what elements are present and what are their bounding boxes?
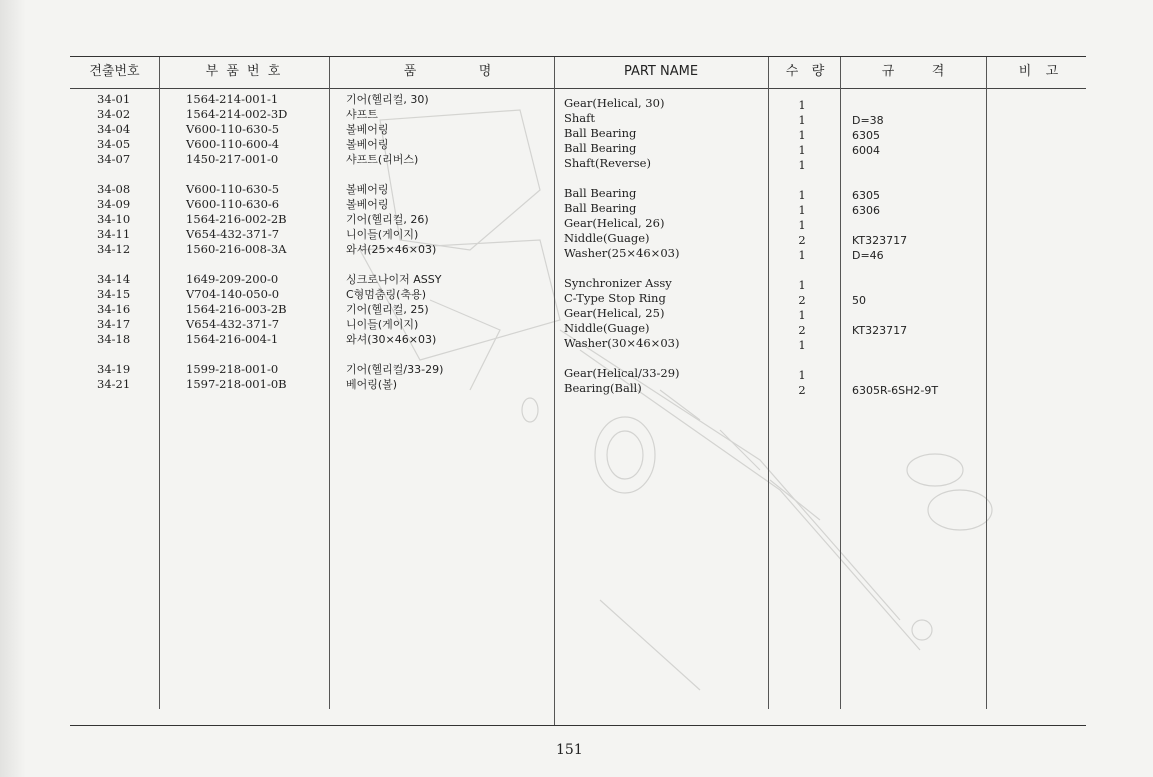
row-part-name: Washer(25×46×03)	[564, 246, 680, 260]
row-spec: 6305	[852, 129, 880, 142]
row-qty: 2	[798, 233, 806, 247]
header-part-no: 부 품 번 호	[205, 64, 283, 79]
row-part-name: Niddle(Guage)	[564, 231, 650, 245]
row-part-no: 1564-216-004-1	[186, 332, 279, 346]
row-qty: 1	[798, 218, 806, 232]
row-name-ko: 볼베어링	[346, 198, 389, 211]
row-no: 34-01	[97, 92, 131, 106]
row-spec: D=38	[852, 114, 884, 127]
header-remark-1: 비	[1018, 64, 1032, 79]
header-qty-2: 량	[811, 64, 825, 79]
row-no: 34-02	[97, 107, 131, 121]
row-name-ko: 샤프트	[346, 108, 378, 121]
row-no: 34-16	[97, 302, 131, 316]
row-spec: 6305R-6SH2-9T	[852, 384, 939, 397]
row-qty: 1	[798, 338, 806, 352]
row-no: 34-07	[97, 152, 131, 166]
row-no: 34-10	[97, 212, 131, 226]
row-name-ko: 볼베어링	[346, 183, 389, 196]
row-name-ko: 볼베어링	[346, 138, 389, 151]
row-no: 34-12	[97, 242, 131, 256]
row-no: 34-15	[97, 287, 131, 301]
row-part-name: Ball Bearing	[564, 201, 637, 215]
row-part-no: V600-110-600-4	[186, 137, 280, 151]
row-spec: 50	[852, 294, 866, 307]
row-part-no: 1599-218-001-0	[186, 362, 279, 376]
header-part-name: PART NAME	[623, 64, 699, 79]
row-qty: 2	[798, 383, 806, 397]
row-no: 34-09	[97, 197, 131, 211]
row-spec: 6305	[852, 189, 880, 202]
row-no: 34-17	[97, 317, 131, 331]
row-qty: 1	[798, 98, 806, 112]
row-qty: 1	[798, 248, 806, 262]
row-qty: 2	[798, 323, 806, 337]
row-no: 34-19	[97, 362, 131, 376]
row-qty: 1	[798, 188, 806, 202]
row-no: 34-04	[97, 122, 131, 136]
row-part-no: V600-110-630-6	[186, 197, 280, 211]
row-name-ko: 샤프트(리버스)	[346, 153, 419, 166]
row-qty: 1	[798, 368, 806, 382]
row-name-ko: 니이들(게이지)	[346, 228, 419, 241]
table-bottom-rule	[70, 725, 1086, 726]
row-no: 34-14	[97, 272, 131, 286]
row-part-name: Washer(30×46×03)	[564, 336, 680, 350]
row-part-no: 1564-216-003-2B	[186, 302, 287, 316]
row-part-no: 1560-216-008-3A	[186, 242, 287, 256]
row-part-name: Gear(Helical, 25)	[564, 306, 665, 320]
row-qty: 1	[798, 278, 806, 292]
row-name-ko: C형멈춤링(축용)	[346, 288, 427, 301]
row-spec: 6004	[852, 144, 880, 157]
header-divider	[70, 88, 1086, 89]
row-part-no: V600-110-630-5	[186, 182, 280, 196]
column-divider	[329, 57, 330, 709]
row-no: 34-18	[97, 332, 131, 346]
row-no: 34-05	[97, 137, 131, 151]
row-name-ko: 와셔(30×46×03)	[346, 333, 437, 346]
header-spec-2: 격	[931, 64, 945, 79]
column-divider	[159, 57, 160, 709]
row-name-ko: 싱크로나이저 ASSY	[346, 273, 442, 286]
row-name-ko: 기어(헬리컬, 25)	[346, 303, 429, 316]
row-qty: 1	[798, 308, 806, 322]
row-part-no: V704-140-050-0	[186, 287, 280, 301]
row-part-no: V654-432-371-7	[186, 227, 280, 241]
row-name-ko: 기어(헬리컬, 26)	[346, 213, 429, 226]
row-qty: 2	[798, 293, 806, 307]
page-number: 151	[556, 742, 583, 758]
row-part-no: 1564-214-002-3D	[186, 107, 288, 121]
row-qty: 1	[798, 128, 806, 142]
row-part-no: V654-432-371-7	[186, 317, 280, 331]
row-part-name: Gear(Helical, 30)	[564, 96, 665, 110]
row-part-name: Ball Bearing	[564, 141, 637, 155]
row-no: 34-11	[97, 227, 131, 241]
header-spec-1: 규	[881, 64, 895, 79]
header-qty-1: 수	[785, 64, 799, 79]
row-part-no: 1450-217-001-0	[186, 152, 279, 166]
row-part-name: Gear(Helical, 26)	[564, 216, 665, 230]
row-part-name: Ball Bearing	[564, 186, 637, 200]
column-divider	[768, 57, 769, 709]
row-qty: 1	[798, 203, 806, 217]
row-spec: D=46	[852, 249, 884, 262]
row-spec: KT323717	[852, 234, 908, 247]
row-name-ko: 기어(헬리컬, 30)	[346, 93, 429, 106]
row-part-name: Synchronizer Assy	[564, 276, 672, 290]
header-name-ko-1: 품	[403, 64, 417, 79]
row-part-no: 1649-209-200-0	[186, 272, 279, 286]
row-qty: 1	[798, 113, 806, 127]
parts-list-table	[70, 56, 1086, 725]
row-spec: 6306	[852, 204, 880, 217]
row-no: 34-21	[97, 377, 131, 391]
row-name-ko: 니이들(게이지)	[346, 318, 419, 331]
row-part-name: C-Type Stop Ring	[564, 291, 666, 305]
column-divider	[554, 57, 555, 725]
row-part-name: Gear(Helical/33-29)	[564, 366, 680, 380]
row-qty: 1	[798, 143, 806, 157]
header-remark-2: 고	[1045, 64, 1059, 79]
row-name-ko: 기어(헬리컬/33-29)	[346, 363, 444, 376]
row-name-ko: 베어링(볼)	[346, 378, 398, 391]
row-part-no: 1597-218-001-0B	[186, 377, 287, 391]
row-name-ko: 볼베어링	[346, 123, 389, 136]
header-name-ko-2: 명	[478, 64, 492, 79]
column-divider	[840, 57, 841, 709]
header-no: 견출번호	[89, 64, 140, 79]
row-part-name: Shaft	[564, 111, 596, 125]
row-part-no: 1564-216-002-2B	[186, 212, 287, 226]
row-part-name: Ball Bearing	[564, 126, 637, 140]
column-divider	[986, 57, 987, 709]
row-qty: 1	[798, 158, 806, 172]
row-part-name: Shaft(Reverse)	[564, 156, 651, 170]
row-name-ko: 와셔(25×46×03)	[346, 243, 437, 256]
row-part-name: Niddle(Guage)	[564, 321, 650, 335]
row-spec: KT323717	[852, 324, 908, 337]
row-part-name: Bearing(Ball)	[564, 381, 642, 395]
row-no: 34-08	[97, 182, 131, 196]
row-part-no: 1564-214-001-1	[186, 92, 279, 106]
row-part-no: V600-110-630-5	[186, 122, 280, 136]
